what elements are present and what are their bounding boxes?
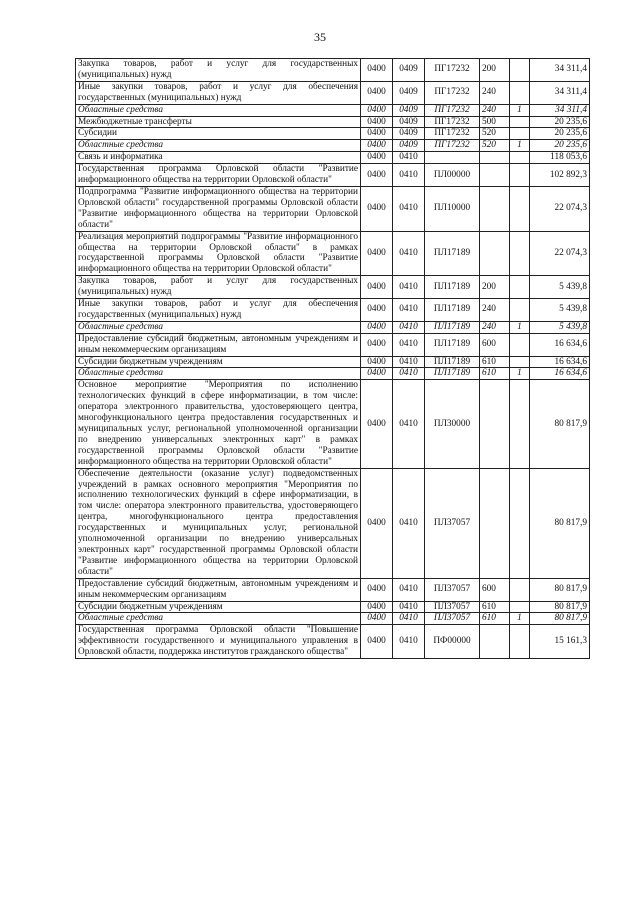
funding-source-cell	[510, 59, 530, 82]
target-article-cell: ПЛ17189	[425, 231, 480, 276]
amount-cell: 118 053,6	[530, 152, 590, 164]
table-row	[76, 333, 590, 356]
amount-cell: 5 439,8	[530, 321, 590, 333]
amount-cell: 80 817,9	[530, 613, 590, 625]
expense-name-cell: Областные средства	[76, 321, 361, 333]
expense-name-cell: Закупка товаров, работ и услуг для государственных (муниципальных) нужд	[76, 276, 361, 299]
table-row	[76, 231, 590, 276]
subsection-code-cell: 0410	[393, 231, 425, 276]
expense-name-cell: Предоставление субсидий бюджетным, автономным учреждениям и иным некоммерческим организациям	[76, 578, 361, 601]
section-code-cell: 0400	[361, 368, 393, 380]
funding-source-cell: 1	[510, 321, 530, 333]
expense-type-cell: 500	[480, 116, 510, 128]
expense-type-cell: 600	[480, 578, 510, 601]
table-row	[76, 140, 590, 152]
table-row	[76, 128, 590, 140]
funding-source-cell	[510, 578, 530, 601]
amount-cell: 16 634,6	[530, 368, 590, 380]
target-article-cell: ПЛ30000	[425, 380, 480, 468]
subsection-code-cell: 0409	[393, 128, 425, 140]
table-row	[76, 299, 590, 322]
target-article-cell: ПЛ37057	[425, 468, 480, 578]
table-row	[76, 276, 590, 299]
target-article-cell: ПЛ00000	[425, 164, 480, 187]
amount-cell: 34 311,4	[530, 59, 590, 82]
amount-cell: 16 634,6	[530, 333, 590, 356]
subsection-code-cell: 0410	[393, 613, 425, 625]
section-code-cell: 0400	[361, 276, 393, 299]
section-code-cell: 0400	[361, 380, 393, 468]
expense-type-cell	[480, 152, 510, 164]
target-article-cell: ПЛ17189	[425, 276, 480, 299]
section-code-cell: 0400	[361, 299, 393, 322]
expense-name-cell: Основное мероприятие "Мероприятия по исполнению технологических функций в сфере информатизации, в том числе: оператора электронного правительства, удостоверяющего центра, многофункционального центра предоставления государственных и муниципальных услуг, региональной уполномоченной организации по внедрению универсальных электронных карт" в рамках государственной программы Орловской области "Развитие информационного общества на территории Орловской области"	[76, 380, 361, 468]
expense-type-cell	[480, 468, 510, 578]
table-row	[76, 104, 590, 116]
target-article-cell: ПЛ37057	[425, 578, 480, 601]
funding-source-cell: 1	[510, 104, 530, 116]
amount-cell: 22 074,3	[530, 231, 590, 276]
expense-name-cell: Обеспечение деятельности (оказание услуг) подведомственных учреждений в рамках основного мероприятия "Мероприятия по исполнению технологических функций в сфере информатизации, в том числе: оператора электронного правительства, удостоверяющего центра, многофункционального центра предоставления государственных и муниципальных услуг, региональной уполномоченной организации по внедрению универсальных электронных карт" государственной программы Орловской области "Развитие информационного общества на территории Орловской области"	[76, 468, 361, 578]
target-article-cell: ПЛ10000	[425, 186, 480, 231]
expense-type-cell: 610	[480, 356, 510, 368]
expense-name-cell: Реализация мероприятий подпрограммы "Развитие информационного общества на территории Орловской области" в рамках государственной программы Орловской области "Развитие информационного общества на территории Орловской области"	[76, 231, 361, 276]
expense-type-cell	[480, 380, 510, 468]
target-article-cell: ПГ17232	[425, 116, 480, 128]
amount-cell: 80 817,9	[530, 468, 590, 578]
section-code-cell: 0400	[361, 333, 393, 356]
expense-type-cell: 240	[480, 321, 510, 333]
table-row	[76, 116, 590, 128]
table-row	[76, 356, 590, 368]
amount-cell: 15 161,3	[530, 625, 590, 659]
expense-name-cell: Подпрограмма "Развитие информационного общества на территории Орловской области" государственной программы Орловской области "Развитие информационного общества на территории Орловской области"	[76, 186, 361, 231]
subsection-code-cell: 0410	[393, 380, 425, 468]
expense-type-cell: 240	[480, 299, 510, 322]
amount-cell: 16 634,6	[530, 356, 590, 368]
table-row	[76, 164, 590, 187]
expense-name-cell: Государственная программа Орловской области "Развитие информационного общества на территории Орловской области"	[76, 164, 361, 187]
section-code-cell: 0400	[361, 468, 393, 578]
table-row	[76, 601, 590, 613]
funding-source-cell	[510, 276, 530, 299]
section-code-cell: 0400	[361, 164, 393, 187]
target-article-cell: ПЛ17189	[425, 356, 480, 368]
table-row	[76, 81, 590, 104]
funding-source-cell	[510, 152, 530, 164]
section-code-cell: 0400	[361, 116, 393, 128]
section-code-cell: 0400	[361, 128, 393, 140]
section-code-cell: 0400	[361, 625, 393, 659]
table-row	[76, 59, 590, 82]
expense-name-cell: Иные закупки товаров, работ и услуг для обеспечения государственных (муниципальных) нужд	[76, 299, 361, 322]
expense-name-cell: Связь и информатика	[76, 152, 361, 164]
expense-type-cell: 200	[480, 59, 510, 82]
amount-cell: 34 311,4	[530, 104, 590, 116]
target-article-cell: ПЛ37057	[425, 613, 480, 625]
table-row	[76, 613, 590, 625]
expense-name-cell: Иные закупки товаров, работ и услуг для обеспечения государственных (муниципальных) нужд	[76, 81, 361, 104]
target-article-cell: ПЛ17189	[425, 368, 480, 380]
subsection-code-cell: 0410	[393, 356, 425, 368]
funding-source-cell	[510, 299, 530, 322]
subsection-code-cell: 0409	[393, 140, 425, 152]
funding-source-cell	[510, 380, 530, 468]
amount-cell: 102 892,3	[530, 164, 590, 187]
amount-cell: 20 235,6	[530, 140, 590, 152]
expense-type-cell: 240	[480, 81, 510, 104]
amount-cell: 20 235,6	[530, 128, 590, 140]
target-article-cell: ПЛ17189	[425, 321, 480, 333]
funding-source-cell: 1	[510, 368, 530, 380]
target-article-cell: ПГ17232	[425, 104, 480, 116]
amount-cell: 5 439,8	[530, 299, 590, 322]
section-code-cell: 0400	[361, 140, 393, 152]
subsection-code-cell: 0410	[393, 578, 425, 601]
target-article-cell: ПЛ17189	[425, 299, 480, 322]
section-code-cell: 0400	[361, 578, 393, 601]
subsection-code-cell: 0410	[393, 276, 425, 299]
expense-type-cell	[480, 164, 510, 187]
subsection-code-cell: 0410	[393, 601, 425, 613]
expense-name-cell: Областные средства	[76, 368, 361, 380]
funding-source-cell	[510, 333, 530, 356]
expense-type-cell	[480, 231, 510, 276]
expense-name-cell: Областные средства	[76, 104, 361, 116]
expense-type-cell: 520	[480, 140, 510, 152]
target-article-cell: ПФ00000	[425, 625, 480, 659]
subsection-code-cell: 0410	[393, 468, 425, 578]
funding-source-cell	[510, 468, 530, 578]
table-row	[76, 321, 590, 333]
expense-name-cell: Предоставление субсидий бюджетным, автономным учреждениям и иным некоммерческим организациям	[76, 333, 361, 356]
funding-source-cell	[510, 164, 530, 187]
expense-type-cell: 240	[480, 104, 510, 116]
subsection-code-cell: 0409	[393, 59, 425, 82]
target-article-cell: ПЛ37057	[425, 601, 480, 613]
section-code-cell: 0400	[361, 186, 393, 231]
funding-source-cell	[510, 601, 530, 613]
amount-cell: 80 817,9	[530, 380, 590, 468]
funding-source-cell	[510, 81, 530, 104]
section-code-cell: 0400	[361, 613, 393, 625]
subsection-code-cell: 0410	[393, 368, 425, 380]
funding-source-cell	[510, 116, 530, 128]
budget-table-body	[76, 59, 590, 659]
section-code-cell: 0400	[361, 321, 393, 333]
amount-cell: 5 439,8	[530, 276, 590, 299]
funding-source-cell: 1	[510, 140, 530, 152]
expense-name-cell: Межбюджетные трансферты	[76, 116, 361, 128]
table-row	[76, 625, 590, 659]
subsection-code-cell: 0410	[393, 321, 425, 333]
expense-name-cell: Субсидии бюджетным учреждениям	[76, 601, 361, 613]
expense-name-cell: Субсидии бюджетным учреждениям	[76, 356, 361, 368]
subsection-code-cell: 0409	[393, 116, 425, 128]
table-row	[76, 468, 590, 578]
section-code-cell: 0400	[361, 59, 393, 82]
expense-name-cell: Государственная программа Орловской области "Повышение эффективности государственного и муниципального управления в Орловской области, поддержка институтов гражданского общества"	[76, 625, 361, 659]
table-row	[76, 368, 590, 380]
target-article-cell: ПГ17232	[425, 81, 480, 104]
funding-source-cell	[510, 231, 530, 276]
table-row	[76, 152, 590, 164]
section-code-cell: 0400	[361, 231, 393, 276]
subsection-code-cell: 0410	[393, 625, 425, 659]
subsection-code-cell: 0410	[393, 299, 425, 322]
expense-type-cell: 200	[480, 276, 510, 299]
expense-type-cell: 600	[480, 333, 510, 356]
amount-cell: 34 311,4	[530, 81, 590, 104]
expense-type-cell	[480, 625, 510, 659]
amount-cell: 80 817,9	[530, 601, 590, 613]
target-article-cell: ПГ17232	[425, 128, 480, 140]
table-row	[76, 380, 590, 468]
table-row	[76, 186, 590, 231]
expense-name-cell: Областные средства	[76, 613, 361, 625]
target-article-cell: ПЛ17189	[425, 333, 480, 356]
section-code-cell: 0400	[361, 601, 393, 613]
expense-name-cell: Субсидии	[76, 128, 361, 140]
subsection-code-cell: 0410	[393, 186, 425, 231]
target-article-cell: ПГ17232	[425, 59, 480, 82]
target-article-cell: ПГ17232	[425, 140, 480, 152]
expense-type-cell: 610	[480, 613, 510, 625]
section-code-cell: 0400	[361, 81, 393, 104]
funding-source-cell	[510, 356, 530, 368]
subsection-code-cell: 0409	[393, 104, 425, 116]
funding-source-cell: 1	[510, 613, 530, 625]
subsection-code-cell: 0410	[393, 164, 425, 187]
expense-type-cell: 610	[480, 601, 510, 613]
amount-cell: 80 817,9	[530, 578, 590, 601]
funding-source-cell	[510, 186, 530, 231]
section-code-cell: 0400	[361, 152, 393, 164]
expense-type-cell: 610	[480, 368, 510, 380]
target-article-cell	[425, 152, 480, 164]
subsection-code-cell: 0410	[393, 333, 425, 356]
expense-name-cell: Областные средства	[76, 140, 361, 152]
subsection-code-cell: 0410	[393, 152, 425, 164]
expense-type-cell: 520	[480, 128, 510, 140]
expense-type-cell	[480, 186, 510, 231]
table-row	[76, 578, 590, 601]
page-number: 35	[314, 30, 326, 44]
section-code-cell: 0400	[361, 104, 393, 116]
funding-source-cell	[510, 128, 530, 140]
expense-name-cell: Закупка товаров, работ и услуг для государственных (муниципальных) нужд	[76, 59, 361, 82]
subsection-code-cell: 0409	[393, 81, 425, 104]
funding-source-cell	[510, 625, 530, 659]
amount-cell: 20 235,6	[530, 116, 590, 128]
amount-cell: 22 074,3	[530, 186, 590, 231]
budget-table	[75, 58, 590, 659]
section-code-cell: 0400	[361, 356, 393, 368]
